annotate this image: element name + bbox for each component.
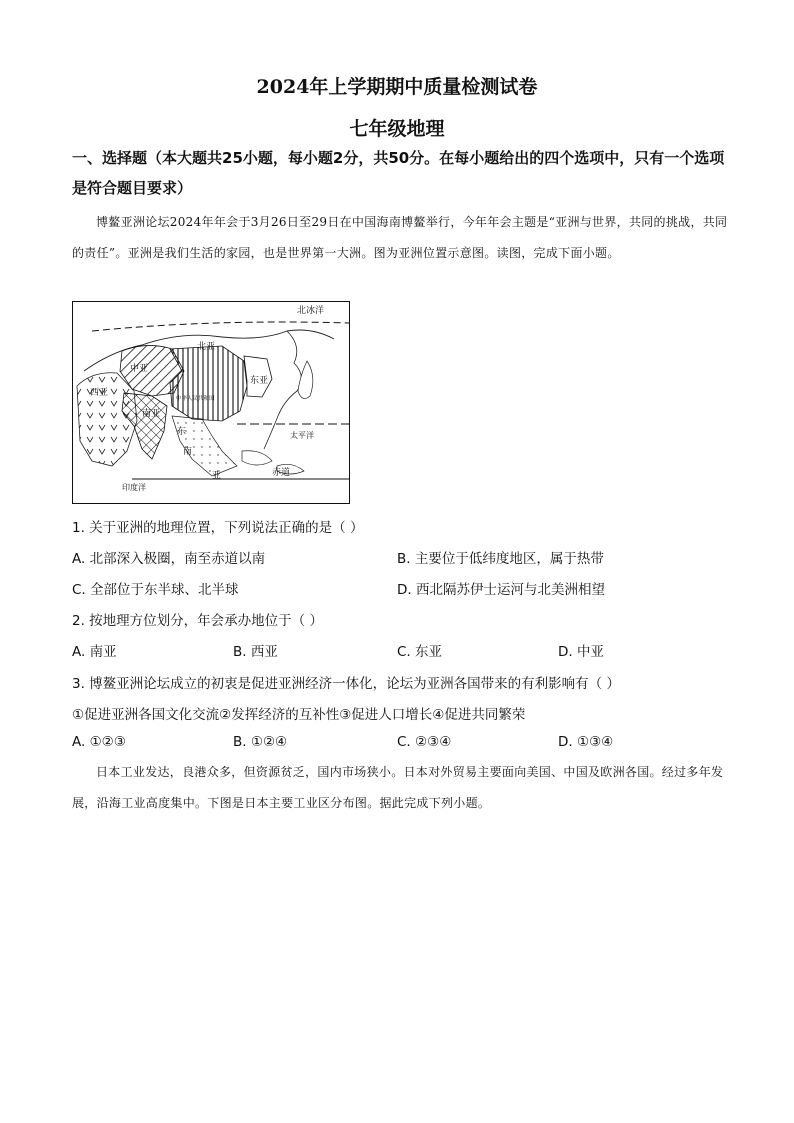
q2-option-c[interactable]: C. 东亚 [397, 644, 443, 660]
label-west-asia: 西亚 [90, 388, 109, 398]
label-china: 中华人民共和国 [176, 396, 215, 402]
q1-option-b[interactable]: B. 主要位于低纬度地区，属于热带 [397, 551, 604, 567]
label-southeast-2: 南 [183, 447, 193, 457]
q1-option-a[interactable]: A. 北部深入极圈，南至赤道以南 [72, 551, 266, 567]
asia-location-map [72, 301, 350, 504]
q1-option-d[interactable]: D. 西北隔苏伊士运河与北美洲相望 [397, 582, 605, 598]
label-southeast-3: 亚 [212, 471, 222, 481]
passage-1: 博鳌亚洲论坛2024年年会于3月26日至29日在中国海南博鳌举行，今年年会主题是“亚洲与世界，共同的挑战，共同的责任”。亚洲是我们生活的家园，也是世界第一大洲。图为亚洲位置示意图。读图，完成下面小题。 [72, 215, 728, 260]
q3-option-b[interactable]: B. ①②④ [233, 734, 288, 750]
q3-option-a[interactable]: A. ①②③ [72, 734, 126, 750]
label-arctic-ocean: 北冰洋 [297, 306, 325, 316]
exam-subtitle: 七年级地理 [349, 118, 445, 140]
q1-option-c[interactable]: C. 全部位于东半球、北半球 [72, 582, 239, 598]
q3-option-c[interactable]: C. ②③④ [397, 734, 452, 750]
q3-option-d[interactable]: D. ①③④ [558, 734, 614, 750]
label-southeast-1: 东 [177, 427, 187, 437]
label-indian-ocean: 印度洋 [122, 483, 146, 492]
label-south-asia: 南亚 [142, 409, 161, 419]
q2-option-a[interactable]: A. 南亚 [72, 644, 117, 660]
question-2-stem: 2. 按地理方位划分，年会承办地位于（ ） [72, 613, 323, 629]
label-pacific-ocean: 太平洋 [290, 431, 314, 440]
question-1-stem: 1. 关于亚洲的地理位置，下列说法正确的是（ ） [72, 520, 364, 536]
label-equator: 赤道 [272, 468, 291, 478]
passage-2: 日本工业发达，良港众多，但资源贫乏，国内市场狭小。日本对外贸易主要面向美国、中国及欧洲各国。经过多年发展，沿海工业高度集中。下图是日本主要工业区分布图。据此完成下列小题。 [72, 765, 724, 810]
label-central-asia: 中亚 [130, 364, 149, 374]
exam-title: 2024年上学期期中质量检测试卷 [256, 76, 538, 98]
question-3-stem: 3. 博鳌亚洲论坛成立的初衷是促进亚洲经济一体化，论坛为亚洲各国带来的有利影响有（ ） [72, 676, 620, 692]
q2-option-d[interactable]: D. 中亚 [558, 644, 604, 660]
label-north-asia: 北亚 [197, 342, 216, 352]
label-east-asia: 东亚 [250, 376, 269, 386]
section-heading: 一、选择题（本大题共25小题，每小题2分，共50分。在每小题给出的四个选项中，只有一个选项是符合题目要求） [72, 149, 725, 197]
q2-option-b[interactable]: B. 西亚 [233, 644, 278, 660]
question-3-substem: ①促进亚洲各国文化交流②发挥经济的互补性③促进人口增长④促进共同繁荣 [72, 707, 526, 723]
